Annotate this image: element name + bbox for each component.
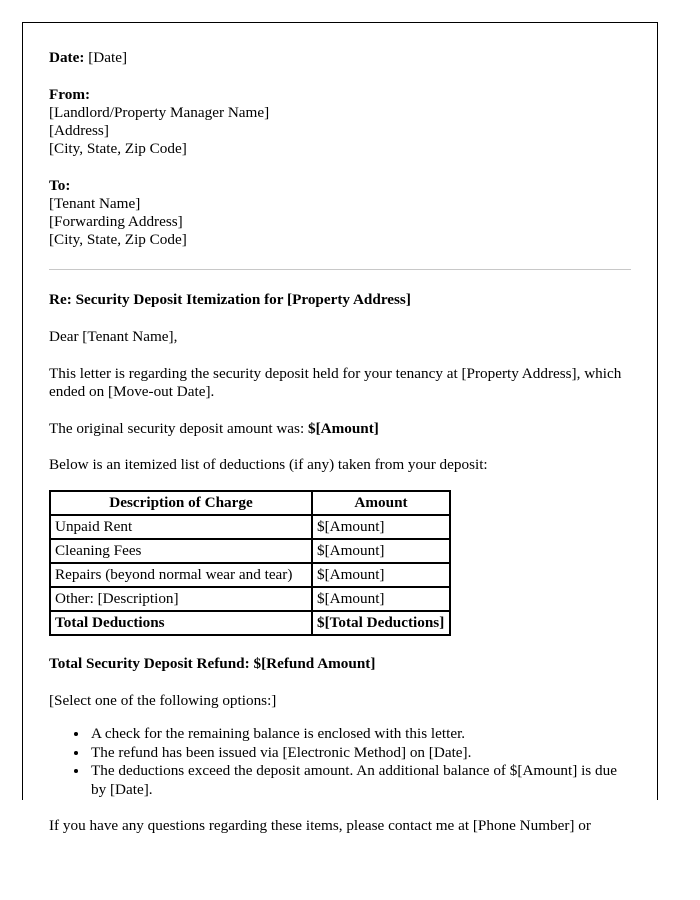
charge-amount: $[Amount] [312,587,450,611]
original-deposit-paragraph [49,420,631,439]
from-line-1: [Landlord/Property Manager Name] [49,104,270,121]
table-row [50,539,450,563]
from-label: From: [49,86,91,103]
itemized-intro: Below is an itemized list of deductions (if any) taken from your deposit: [49,456,488,473]
to-block [49,177,631,249]
list-item: • A check for the remaining balance is enclosed with this letter. [89,725,631,744]
header-amount: Amount [312,491,450,515]
charge-description: Other: [Description] [50,587,312,611]
header-description: Description of Charge [50,491,312,515]
refund-options-list [49,725,631,799]
charge-amount: $[Amount] [312,539,450,563]
to-line-1: [Tenant Name] [49,195,141,212]
table-row [50,563,450,587]
charge-amount: $[Amount] [312,563,450,587]
from-line-3: [City, State, Zip Code] [49,140,187,157]
charge-description: Cleaning Fees [50,539,312,563]
date-line [49,49,631,67]
to-label: To: [49,177,71,194]
date-label: Date: [49,49,85,66]
charge-description: Unpaid Rent [50,515,312,539]
table-row [50,587,450,611]
list-item: • The deductions exceed the deposit amount. An additional balance of $[Amount] is due by [Date]. [89,762,631,799]
salutation: Dear [Tenant Name], [49,328,178,345]
table-row [50,515,450,539]
original-deposit-prefix: The original security deposit amount was: [49,419,308,437]
charge-amount: $[Amount] [312,515,450,539]
spacer [49,67,631,86]
subject-line: Re: Security Deposit Itemization for [Property Address] [49,291,411,308]
list-item: • The refund has been issued via [Electronic Method] on [Date]. [89,744,631,763]
date-value: [Date] [88,49,128,66]
intro-paragraph: This letter is regarding the security deposit held for your tenancy at [Property Address], which ended on [Move-out Date]. [49,364,622,400]
total-deductions-amount: $[Total Deductions] [312,611,450,635]
spacer [49,158,631,177]
to-line-3: [City, State, Zip Code] [49,231,187,248]
select-option-note: [Select one of the following options:] [49,691,277,709]
to-line-2: [Forwarding Address] [49,213,183,230]
document-body [23,23,657,836]
total-deductions-label: Total Deductions [50,611,312,635]
charge-description: Repairs (beyond normal wear and tear) [50,563,312,587]
total-refund-line: Total Security Deposit Refund: $[Refund Amount] [49,654,376,672]
from-block [49,86,631,158]
closing-paragraph: If you have any questions regarding these items, please contact me at [Phone Number] or [49,817,591,834]
original-deposit-amount: $[Amount] [307,419,379,437]
itemization-table [49,490,451,636]
section-divider [49,269,631,270]
table-total-row [50,611,450,635]
table-header-row [50,491,450,515]
document-page [22,22,658,834]
from-line-2: [Address] [49,122,109,139]
